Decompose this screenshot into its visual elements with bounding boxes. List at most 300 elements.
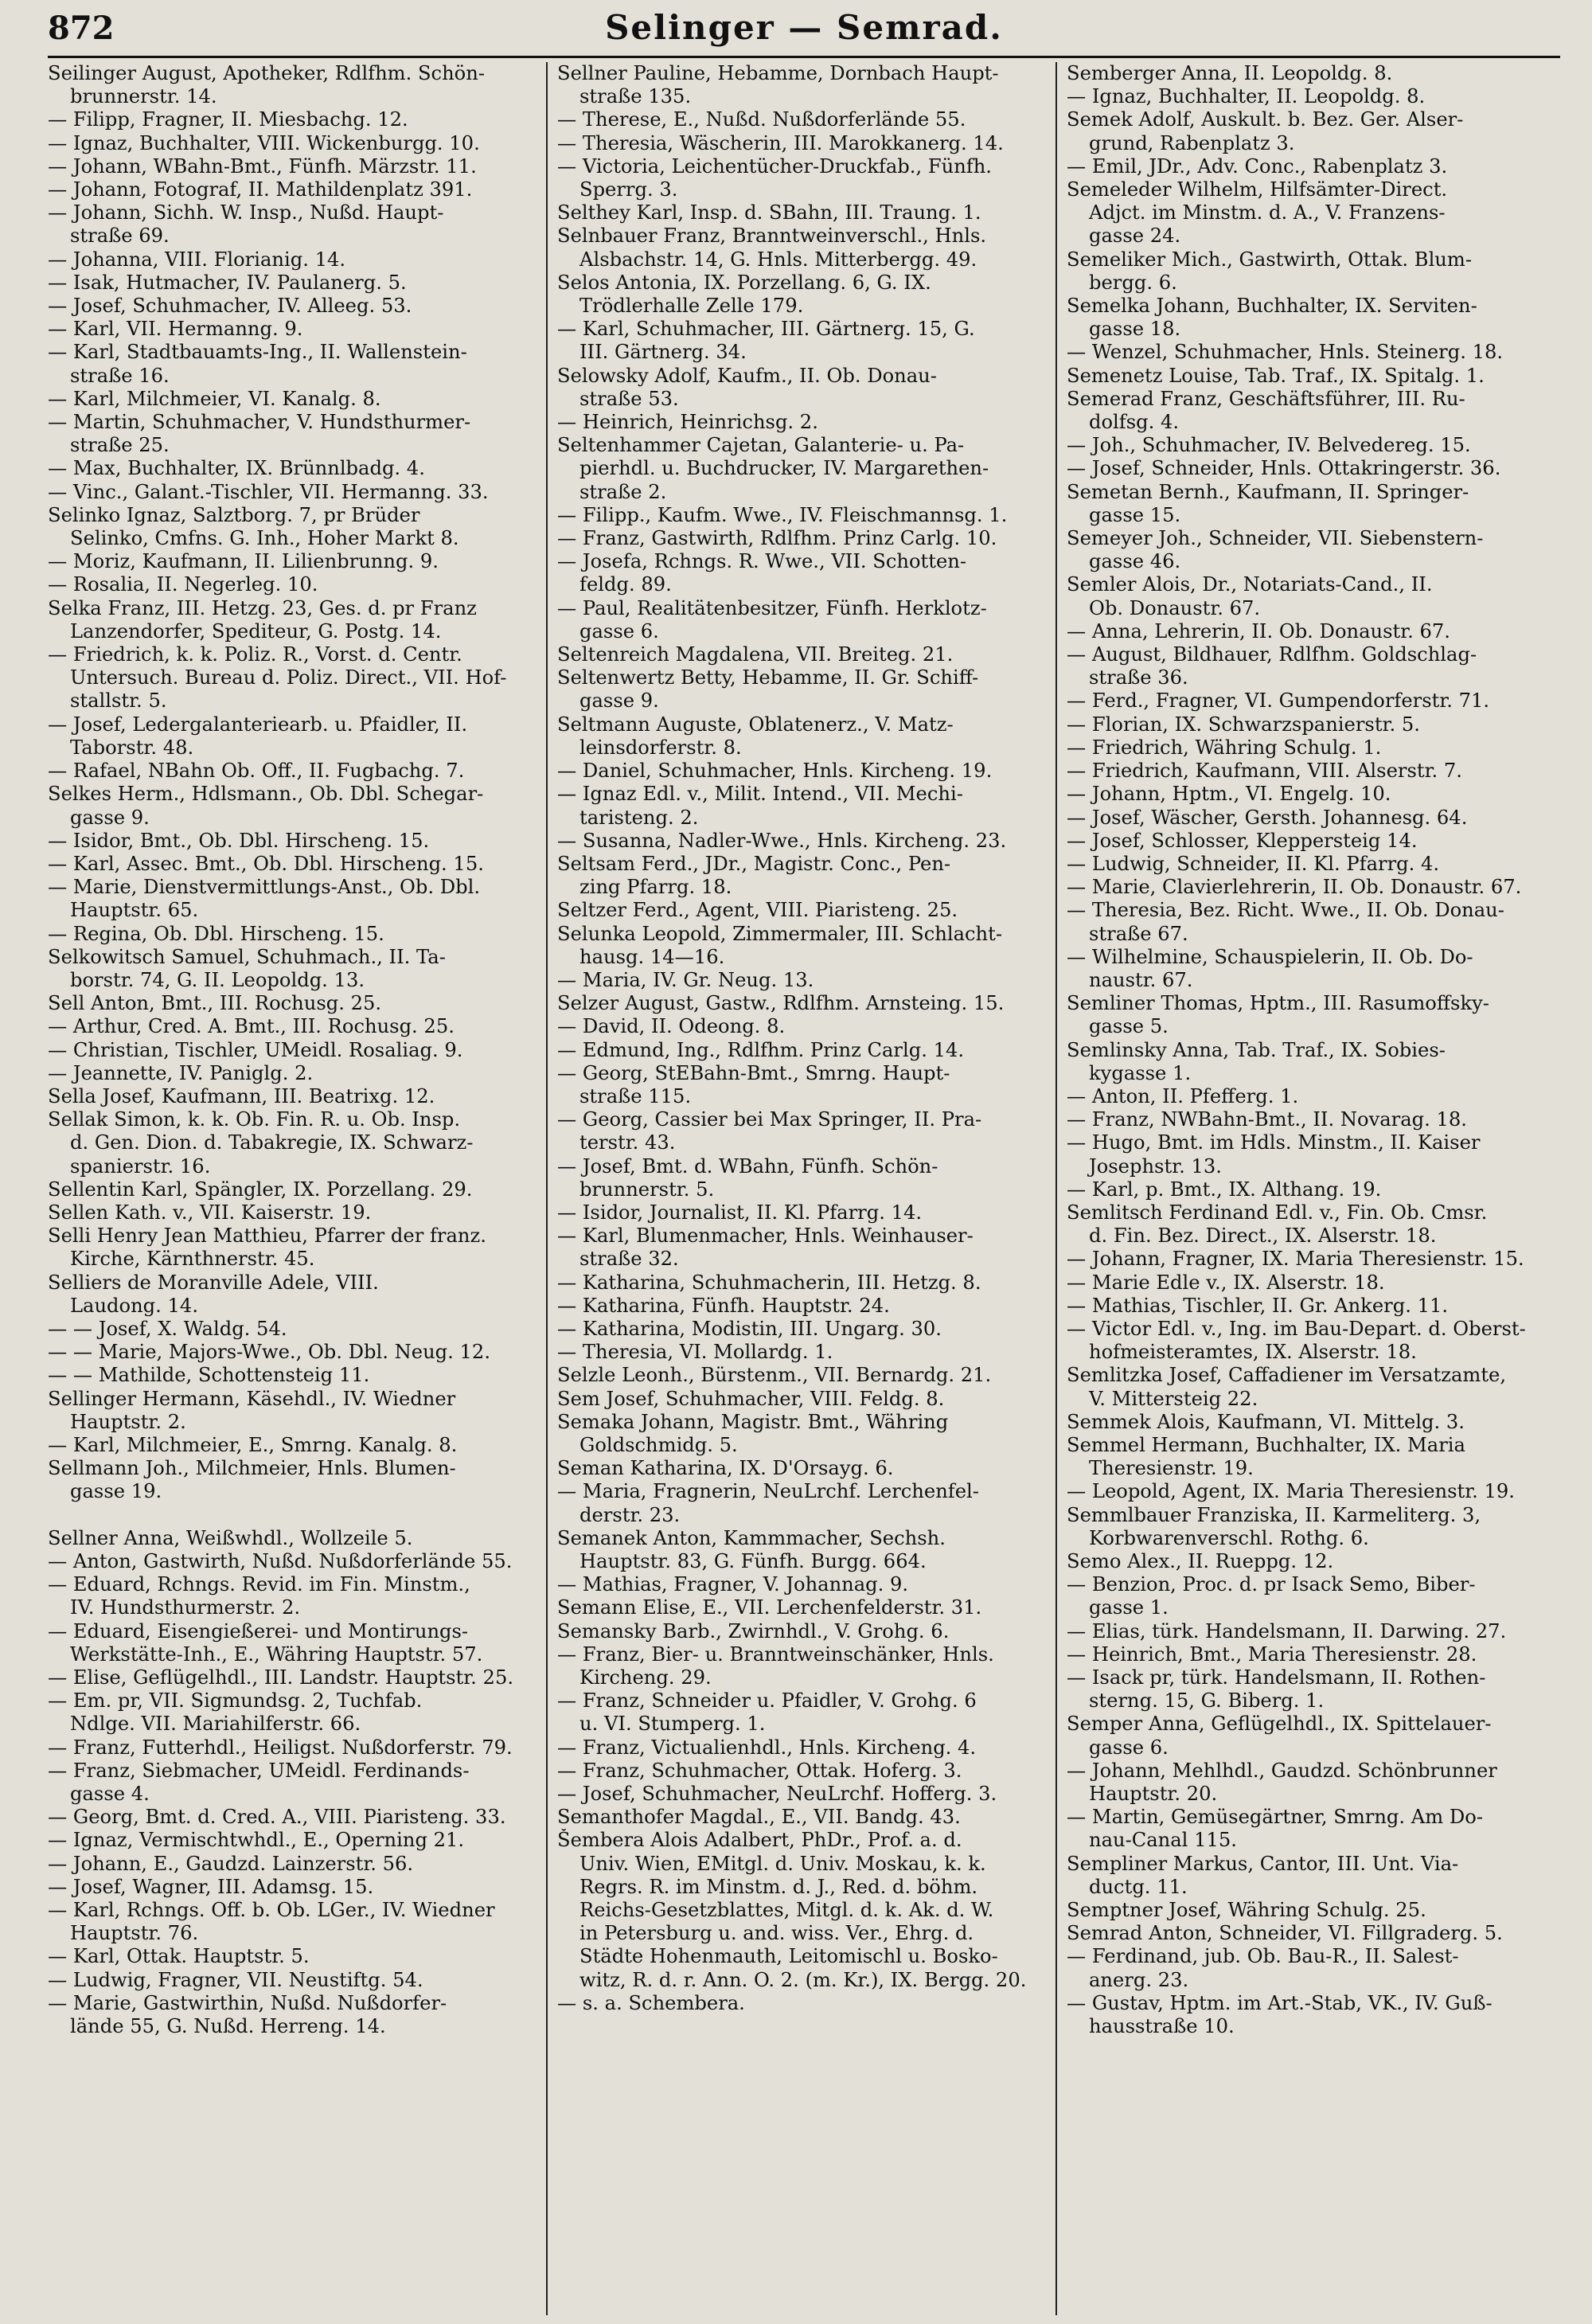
directory-line: — Ludwig, Fragner, VII. Neustiftg. 54.	[48, 1968, 423, 1991]
directory-line: — David, II. Odeong. 8.	[557, 1015, 786, 1038]
surname: Sellentin	[48, 1178, 135, 1201]
directory-line: Seltsam Ferd., JDr., Magistr. Conc., Pen-	[557, 852, 951, 875]
directory-line: — Johann, Sichh. W. Insp., Nußd. Haupt-	[48, 201, 444, 225]
directory-line: — Anton, II. Pfefferg. 1.	[1067, 1084, 1299, 1107]
surname: Selkes	[48, 783, 112, 806]
directory-line: — Josef, Schneider, Hnls. Ottakringerstr. 36.	[1067, 457, 1501, 480]
directory-line: Untersuch. Bureau d. Poliz. Direct., VII. Hof-	[70, 666, 507, 689]
surname: Semaka	[557, 1410, 635, 1433]
directory-line: Theresienstr. 19.	[1089, 1457, 1254, 1480]
directory-line: — Friedrich, Währing Schulg. 1.	[1067, 736, 1382, 759]
directory-line: — Karl, Assec. Bmt., Ob. Dbl. Hirscheng. 15.	[48, 852, 484, 875]
surname: Semrad	[1067, 1922, 1143, 1945]
directory-line: straße 32.	[579, 1248, 679, 1271]
directory-line: Selzer August, Gastw., Rdlfhm. Arnsteing. 15.	[557, 992, 1005, 1015]
directory-line: Selowsky Adolf, Kaufm., II. Ob. Donau-	[557, 364, 937, 387]
directory-line: Semptner Josef, Währing Schulg. 25.	[1067, 1899, 1426, 1922]
directory-line: — Friedrich, Kaufmann, VIII. Alserstr. 7.	[1067, 760, 1462, 783]
directory-line: kygasse 1.	[1089, 1061, 1192, 1084]
directory-line: — Isak, Hutmacher, IV. Paulanerg. 5.	[48, 271, 407, 294]
directory-line: Regrs. R. im Minstm. d. J., Red. d. böhm.	[579, 1875, 978, 1898]
directory-line: — Elias, türk. Handelsmann, II. Darwing. 27.	[1067, 1619, 1507, 1642]
directory-line: — Leopold, Agent, IX. Maria Theresienstr. 19.	[1067, 1480, 1515, 1503]
column-3	[1067, 62, 1556, 2315]
directory-line: — Josef, Schuhmacher, IV. Alleeg. 53.	[48, 295, 412, 318]
surname: Sem	[557, 1387, 600, 1410]
directory-line: — Therese, E., Nußd. Nußdorferlände 55.	[557, 108, 966, 131]
directory-line: Adjct. im Minstm. d. A., V. Franzens-	[1089, 201, 1446, 225]
directory-line: Semlitzka Josef, Caffadiener im Versatzamte,	[1067, 1364, 1507, 1387]
directory-line: — Maria, Fragnerin, NeuLrchf. Lerchenfel-	[557, 1480, 979, 1503]
directory-line: — Heinrich, Heinrichsg. 2.	[557, 411, 818, 434]
directory-line: d. Gen. Dion. d. Tabakregie, IX. Schwarz-	[70, 1131, 474, 1154]
directory-line: — Filipp., Kaufm. Wwe., IV. Fleischmannsg. 1.	[557, 503, 1008, 526]
surname: Selka	[48, 596, 102, 619]
directory-line: Seltmann Auguste, Oblatenerz., V. Matz-	[557, 713, 954, 736]
directory-line: Semlitsch Ferdinand Edl. v., Fin. Ob. Cmsr.	[1067, 1201, 1488, 1224]
directory-line: grund, Rabenplatz 3.	[1089, 131, 1295, 154]
directory-line: — Moriz, Kaufmann, II. Lilienbrunng. 9.	[48, 550, 439, 573]
directory-line: straße 69.	[70, 225, 170, 248]
directory-line: Semlinsky Anna, Tab. Traf., IX. Sobies-	[1067, 1038, 1446, 1061]
directory-line: Semper Anna, Geflügelhdl., IX. Spittelauer-	[1067, 1713, 1492, 1736]
directory-line: — Franz, Schuhmacher, Ottak. Hoferg. 3.	[557, 1759, 962, 1782]
directory-line: straße 135.	[579, 85, 692, 108]
directory-line: — Regina, Ob. Dbl. Hirscheng. 15.	[48, 922, 384, 945]
directory-line: Sperrg. 3.	[579, 178, 678, 201]
directory-line: sterng. 15, G. Biberg. 1.	[1089, 1689, 1325, 1713]
directory-line: Sell Anton, Bmt., III. Rochusg. 25.	[48, 992, 382, 1015]
directory-line: — Franz, Siebmacher, UMeidl. Ferdinands-	[48, 1759, 470, 1782]
column-divider	[546, 62, 548, 2315]
directory-line: Semeleder Wilhelm, Hilfsämter-Direct.	[1067, 178, 1448, 201]
directory-line: Lanzendorfer, Spediteur, G. Postg. 14.	[70, 619, 442, 643]
surname: Seltmann	[557, 713, 650, 736]
directory-line: — Gustav, Hptm. im Art.-Stab, VK., IV. Guß-	[1067, 1991, 1492, 2014]
directory-line: — Daniel, Schuhmacher, Hnls. Kircheng. 19.	[557, 760, 993, 783]
directory-line: feldg. 89.	[579, 573, 672, 596]
directory-line: Sempliner Markus, Cantor, III. Unt. Via-	[1067, 1852, 1459, 1875]
directory-line: — Karl, Stadtbauamts-Ing., II. Wallenstein-	[48, 341, 467, 364]
directory-line: Kirche, Kärnthnerstr. 45.	[70, 1248, 315, 1271]
directory-line: taristeng. 2.	[579, 806, 699, 829]
directory-line: — Karl, VII. Hermanng. 9.	[48, 318, 303, 341]
directory-line: Selinko, Cmfns. G. Inh., Hoher Markt 8.	[70, 527, 459, 550]
directory-line: Sellmann Joh., Milchmeier, Hnls. Blumen-	[48, 1457, 456, 1480]
surname: Semerad	[1067, 387, 1154, 410]
surname: Sellinger	[48, 1387, 137, 1410]
directory-line: Sella Josef, Kaufmann, III. Beatrixg. 12.	[48, 1084, 435, 1107]
directory-line: — Christian, Tischler, UMeidl. Rosaliag. 9.	[48, 1038, 463, 1061]
directory-line: Semelka Johann, Buchhalter, IX. Serviten-	[1067, 295, 1477, 318]
directory-line: — Emil, JDr., Adv. Conc., Rabenplatz 3.	[1067, 154, 1448, 178]
directory-line: Sellak Simon, k. k. Ob. Fin. R. u. Ob. Insp.	[48, 1108, 461, 1131]
directory-line: — Karl, Milchmeier, VI. Kanalg. 8.	[48, 387, 381, 410]
surname: Semelka	[1067, 295, 1150, 318]
directory-line: — Ferdinand, jub. Ob. Bau-R., II. Salest-	[1067, 1945, 1459, 1968]
directory-line: — Ludwig, Schneider, II. Kl. Pfarrg. 4.	[1067, 852, 1440, 875]
surname: Sellen	[48, 1201, 109, 1224]
surname: Semo	[1067, 1550, 1122, 1572]
directory-line: Seltzer Ferd., Agent, VIII. Piaristeng. 25.	[557, 899, 958, 922]
directory-line: Josephstr. 13.	[1089, 1154, 1222, 1178]
directory-line: derstr. 23.	[579, 1503, 681, 1526]
directory-line: straße 53.	[579, 387, 679, 410]
surname: Selthey	[557, 201, 630, 225]
directory-line: gasse 19.	[70, 1480, 162, 1503]
directory-line: — Marie Edle v., IX. Alserstr. 18.	[1067, 1271, 1385, 1294]
directory-line: — Katharina, Modistin, III. Ungarg. 30.	[557, 1317, 942, 1340]
surname: Sellner	[48, 1526, 118, 1549]
directory-line: Reichs-Gesetzblattes, Mitgl. d. k. Ak. d. W.	[579, 1899, 994, 1922]
directory-line: Werkstätte-Inh., E., Währing Hauptstr. 57.	[70, 1642, 483, 1666]
directory-line	[48, 1504, 537, 1527]
directory-line: — Rosalia, II. Negerleg. 10.	[48, 573, 318, 596]
directory-line: Hauptstr. 65.	[70, 899, 199, 922]
directory-line: Selos Antonia, IX. Porzellang. 6, G. IX.	[557, 271, 931, 294]
directory-line: Semanek Anton, Kammmacher, Sechsh.	[557, 1526, 946, 1549]
directory-line: — Ferd., Fragner, VI. Gumpendorferstr. 71.	[1067, 689, 1490, 713]
surname: Sellner	[557, 62, 627, 84]
surname: Semenetz	[1067, 364, 1163, 387]
directory-line: — — Mathilde, Schottensteig 11.	[48, 1364, 370, 1387]
directory-line: — Johanna, VIII. Florianig. 14.	[48, 248, 346, 271]
surname: Seman	[557, 1457, 624, 1480]
directory-line: — Johann, WBahn-Bmt., Fünfh. Märzstr. 11.	[48, 154, 477, 178]
surname: Semansky	[557, 1619, 657, 1642]
directory-line: Semler Alois, Dr., Notariats-Cand., II.	[1067, 573, 1433, 596]
directory-line: witz, R. d. r. Ann. O. 2. (m. Kr.), IX. Bergg. 20.	[579, 1968, 1027, 1991]
directory-line: IV. Hundsthurmerstr. 2.	[70, 1596, 301, 1619]
directory-line: Selnbauer Franz, Branntweinverschl., Hnls.	[557, 225, 987, 248]
surname: Seltenhammer	[557, 434, 700, 457]
directory-line: nau-Canal 115.	[1089, 1829, 1237, 1852]
directory-line: d. Fin. Bez. Direct., IX. Alserstr. 18.	[1089, 1224, 1437, 1248]
directory-line: — Karl, p. Bmt., IX. Althang. 19.	[1067, 1178, 1382, 1201]
directory-line: — Josefa, Rchngs. R. Wwe., VII. Schotten-	[557, 550, 967, 573]
directory-line: III. Gärtnerg. 34.	[579, 341, 747, 364]
directory-line: Sem Josef, Schuhmacher, VIII. Feldg. 8.	[557, 1387, 945, 1410]
directory-line: Selzle Leonh., Bürstenm., VII. Bernardg. 21.	[557, 1364, 992, 1387]
directory-line: Städte Hohenmauth, Leitomischl u. Bosko-	[579, 1945, 998, 1968]
directory-line: — Rafael, NBahn Ob. Off., II. Fugbachg. 7.	[48, 760, 465, 783]
directory-line: Semaka Johann, Magistr. Bmt., Währing	[557, 1410, 949, 1433]
directory-line: — Johann, E., Gaudzd. Lainzerstr. 56.	[48, 1852, 414, 1875]
directory-line: Laudong. 14.	[70, 1294, 199, 1317]
surname: Semanek	[557, 1526, 647, 1549]
directory-line: — Katharina, Schuhmacherin, III. Hetzg. 8.	[557, 1271, 981, 1294]
surname: Semann	[557, 1596, 637, 1619]
directory-line: Semeyer Joh., Schneider, VII. Siebenstern-	[1067, 527, 1484, 550]
directory-line: Alsbachstr. 14, G. Hnls. Mitterbergg. 49.	[579, 248, 977, 271]
directory-line: — s. a. Schembera.	[557, 1991, 745, 2014]
directory-line: — — Josef, X. Waldg. 54.	[48, 1317, 287, 1340]
directory-line: — Johann, Mehlhdl., Gaudzd. Schönbrunner	[1067, 1759, 1497, 1782]
surname: Seltsam	[557, 852, 636, 875]
directory-line: straße 16.	[70, 364, 170, 387]
directory-line: naustr. 67.	[1089, 968, 1193, 991]
directory-line: — Franz, NWBahn-Bmt., II. Novarag. 18.	[1067, 1108, 1467, 1131]
directory-line: Semrad Anton, Schneider, VI. Fillgraderg. 5.	[1067, 1922, 1503, 1945]
directory-line: — Edmund, Ing., Rdlfhm. Prinz Carlg. 14.	[557, 1038, 965, 1061]
directory-line: Šembera Alois Adalbert, PhDr., Prof. a. d.	[557, 1829, 962, 1852]
directory-line: ductg. 11.	[1089, 1875, 1188, 1898]
surname: Semeleder	[1067, 178, 1172, 201]
surname: Semliner	[1067, 992, 1155, 1015]
surname: Semanthofer	[557, 1806, 684, 1829]
page-header	[48, 6, 1560, 54]
directory-line: — Hugo, Bmt. im Hdls. Minstm., II. Kaiser	[1067, 1131, 1481, 1154]
directory-line: bergg. 6.	[1089, 271, 1177, 294]
directory-line: — Ignaz, Buchhalter, VIII. Wickenburgg. 10.	[48, 131, 480, 154]
directory-line: hausg. 14—16.	[579, 945, 725, 968]
directory-line: Selthey Karl, Insp. d. SBahn, III. Traung. 1.	[557, 201, 981, 225]
directory-line: — Paul, Realitätenbesitzer, Fünfh. Herklotz-	[557, 596, 987, 619]
surname: Šembera	[557, 1829, 645, 1852]
directory-line: anerg. 23.	[1089, 1968, 1189, 1991]
directory-line: gasse 4.	[70, 1783, 150, 1806]
directory-line: brunnerstr. 14.	[70, 85, 217, 108]
directory-line: — Karl, Ottak. Hauptstr. 5.	[48, 1945, 310, 1968]
directory-line: — Arthur, Cred. A. Bmt., III. Rochusg. 25.	[48, 1015, 455, 1038]
directory-line: Selkowitsch Samuel, Schuhmach., II. Ta-	[48, 945, 446, 968]
directory-line: — Franz, Gastwirth, Rdlfhm. Prinz Carlg. 10.	[557, 527, 997, 550]
directory-line: — Josef, Wagner, III. Adamsg. 15.	[48, 1875, 374, 1898]
directory-line: Hauptstr. 76.	[70, 1922, 199, 1945]
directory-line: — Wenzel, Schuhmacher, Hnls. Steinerg. 18.	[1067, 341, 1504, 364]
directory-line: Semberger Anna, II. Leopoldg. 8.	[1067, 62, 1393, 84]
column-divider	[1055, 62, 1057, 2315]
directory-line: Semann Elise, E., VII. Lerchenfelderstr. 31.	[557, 1596, 982, 1619]
directory-line: — Friedrich, k. k. Poliz. R., Vorst. d. Centr.	[48, 643, 462, 666]
directory-line: — Isack pr, türk. Handelsmann, II. Rothen-	[1067, 1666, 1486, 1689]
surname: Semlitzka	[1067, 1364, 1163, 1387]
surname: Semptner	[1067, 1899, 1163, 1922]
directory-line: Sellner Anna, Weißwhdl., Wollzeile 5.	[48, 1526, 413, 1549]
surname: Selunka	[557, 922, 636, 945]
surname: Semek	[1067, 108, 1133, 131]
directory-line: in Petersburg u. and. wiss. Ver., Ehrg. d.	[579, 1922, 974, 1945]
directory-line: — Elise, Geflügelhdl., III. Landstr. Hauptstr. 25.	[48, 1666, 514, 1689]
directory-line: gasse 9.	[70, 806, 150, 829]
surname: Selos	[557, 271, 610, 294]
directory-line: lände 55, G. Nußd. Herreng. 14.	[70, 2015, 386, 2038]
directory-line: Selunka Leopold, Zimmermaler, III. Schlacht-	[557, 922, 1003, 945]
surname: Seltzer	[557, 899, 626, 922]
surname: Selzle	[557, 1364, 616, 1387]
directory-line: — Anna, Lehrerin, II. Ob. Donaustr. 67.	[1067, 619, 1450, 643]
directory-line: — Florian, IX. Schwarzspanierstr. 5.	[1067, 713, 1420, 736]
directory-line: — Karl, Blumenmacher, Hnls. Weinhauser-	[557, 1224, 974, 1248]
directory-line: Ndlge. VII. Mariahilferstr. 66.	[70, 1713, 361, 1736]
directory-line: dolfsg. 4.	[1089, 411, 1180, 434]
directory-line: straße 25.	[70, 434, 170, 457]
running-head: Selinger — Semrad.	[605, 8, 1003, 47]
directory-line: Semetan Bernh., Kaufmann, II. Springer-	[1067, 480, 1469, 503]
directory-line: — Theresia, Bez. Richt. Wwe., II. Ob. Donau-	[1067, 899, 1504, 922]
directory-line: gasse 5.	[1089, 1015, 1169, 1038]
directory-line: Semo Alex., II. Rueppg. 12.	[1067, 1550, 1334, 1572]
directory-line: — Victor Edl. v., Ing. im Bau-Depart. d. Oberst-	[1067, 1317, 1526, 1340]
directory-line: — Maria, IV. Gr. Neug. 13.	[557, 968, 814, 991]
surname: Seilinger	[48, 62, 137, 84]
directory-line: spanierstr. 16.	[70, 1154, 211, 1178]
surname: Sempliner	[1067, 1852, 1168, 1875]
surname: Sellmann	[48, 1457, 139, 1480]
directory-line: Seilinger August, Apotheker, Rdlfhm. Schön-	[48, 62, 485, 84]
directory-line: — Ignaz, Buchhalter, II. Leopoldg. 8.	[1067, 85, 1426, 108]
directory-line: — — Marie, Majors-Wwe., Ob. Dbl. Neug. 12.	[48, 1341, 491, 1364]
directory-line: — Mathias, Tischler, II. Gr. Ankerg. 11.	[1067, 1294, 1449, 1317]
directory-line: — Marie, Dienstvermittlungs-Anst., Ob. Dbl.	[48, 876, 481, 899]
surname: Sella	[48, 1084, 96, 1107]
directory-line: — Franz, Schneider u. Pfaidler, V. Grohg. 6	[557, 1689, 977, 1713]
surname: Semeliker	[1067, 248, 1166, 271]
directory-line: Trödlerhalle Zelle 179.	[579, 295, 804, 318]
directory-line: — Eduard, Rchngs. Revid. im Fin. Minstm.,	[48, 1573, 470, 1596]
directory-line: Sellen Kath. v., VII. Kaiserstr. 19.	[48, 1201, 372, 1224]
surname: Semetan	[1067, 480, 1153, 503]
directory-line: — Josef, Schuhmacher, NeuLrchf. Hofferg. 3.	[557, 1783, 997, 1806]
surname: Selkowitsch	[48, 945, 166, 968]
directory-line: — Anton, Gastwirth, Nußd. Nußdorferlände 55.	[48, 1550, 513, 1572]
directory-line: Semmek Alois, Kaufmann, VI. Mittelg. 3.	[1067, 1410, 1465, 1433]
directory-line: — Martin, Gemüsegärtner, Smrng. Am Do-	[1067, 1806, 1483, 1829]
directory-line: gasse 18.	[1089, 318, 1181, 341]
directory-line: — Em. pr, VII. Sigmundsg. 2, Tuchfab.	[48, 1689, 423, 1713]
directory-line: — Georg, Bmt. d. Cred. A., VIII. Piaristeng. 33.	[48, 1806, 506, 1829]
directory-line: — Johann, Hptm., VI. Engelg. 10.	[1067, 783, 1391, 806]
surname: Semper	[1067, 1713, 1143, 1736]
directory-line: — Martin, Schuhmacher, V. Hundsthurmer-	[48, 411, 471, 434]
directory-line: Goldschmidg. 5.	[579, 1433, 738, 1456]
directory-line: — Georg, StEBahn-Bmt., Smrng. Haupt-	[557, 1061, 950, 1084]
directory-line: — Georg, Cassier bei Max Springer, II. Pra-	[557, 1108, 982, 1131]
directory-line: gasse 9.	[579, 689, 659, 713]
directory-line: — Johann, Fotograf, II. Mathildenplatz 391.	[48, 178, 473, 201]
directory-line: — Karl, Milchmeier, E., Smrng. Kanalg. 8.	[48, 1433, 458, 1456]
directory-line: gasse 46.	[1089, 550, 1181, 573]
directory-line: Semmlbauer Franziska, II. Karmeliterg. 3,	[1067, 1503, 1481, 1526]
surname: Selowsky	[557, 364, 649, 387]
directory-line: Semanthofer Magdal., E., VII. Bandg. 43.	[557, 1806, 961, 1829]
directory-line: gasse 24.	[1089, 225, 1181, 248]
directory-line: Semeliker Mich., Gastwirth, Ottak. Blum-	[1067, 248, 1472, 271]
directory-line: Seltenreich Magdalena, VII. Breiteg. 21.	[557, 643, 954, 666]
directory-line: Univ. Wien, EMitgl. d. Univ. Moskau, k. k.	[579, 1852, 986, 1875]
directory-line: Selinko Ignaz, Salztborg. 7, pr Brüder	[48, 503, 420, 526]
surname: Semlinsky	[1067, 1038, 1167, 1061]
page-number: 872	[48, 10, 115, 47]
directory-line: straße 36.	[1089, 666, 1188, 689]
surname: Seltenreich	[557, 643, 669, 666]
surname: Sell	[48, 992, 85, 1015]
directory-line: gasse 1.	[1089, 1596, 1169, 1619]
surname: Selinko	[48, 503, 121, 526]
directory-line: — Eduard, Eisengießerei- und Montirungs-	[48, 1619, 469, 1642]
surname: Semmek	[1067, 1410, 1151, 1433]
surname: Semeyer	[1067, 527, 1153, 550]
directory-line: Semmel Hermann, Buchhalter, IX. Maria	[1067, 1433, 1465, 1456]
directory-line: — Josef, Bmt. d. WBahn, Fünfh. Schön-	[557, 1154, 938, 1178]
directory-line: Semenetz Louise, Tab. Traf., IX. Spitalg. 1.	[1067, 364, 1485, 387]
directory-line: hofmeisteramtes, IX. Alserstr. 18.	[1089, 1341, 1417, 1364]
directory-line: — Josef, Ledergalanteriearb. u. Pfaidler, II.	[48, 713, 468, 736]
directory-line: Seltenhammer Cajetan, Galanterie- u. Pa-	[557, 434, 965, 457]
directory-line: straße 67.	[1089, 922, 1188, 945]
directory-line: gasse 15.	[1089, 503, 1181, 526]
directory-line: — Heinrich, Bmt., Maria Theresienstr. 28.	[1067, 1642, 1477, 1666]
surname: Semberger	[1067, 62, 1176, 84]
directory-line: Semerad Franz, Geschäftsführer, III. Ru-	[1067, 387, 1465, 410]
directory-line: Selli Henry Jean Matthieu, Pfarrer der franz.	[48, 1224, 486, 1248]
directory-line: Semansky Barb., Zwirnhdl., V. Grohg. 6.	[557, 1619, 950, 1642]
directory-line: — Susanna, Nadler-Wwe., Hnls. Kircheng. 23.	[557, 829, 1007, 852]
directory-line: — August, Bildhauer, Rdlfhm. Goldschlag-	[1067, 643, 1477, 666]
surname: Semlitsch	[1067, 1201, 1163, 1224]
directory-line: — Wilhelmine, Schauspielerin, II. Ob. Do-	[1067, 945, 1473, 968]
directory-line: hausstraße 10.	[1089, 2015, 1235, 2038]
directory-line: — Karl, Rchngs. Off. b. Ob. LGer., IV. Wiedner	[48, 1899, 495, 1922]
surname: Semmlbauer	[1067, 1503, 1191, 1526]
column-1	[48, 62, 537, 2315]
surname: Semler	[1067, 573, 1137, 596]
surname: Sellak	[48, 1108, 108, 1131]
directory-line: — Vinc., Galant.-Tischler, VII. Hermanng. 33.	[48, 480, 489, 503]
directory-line: Selliers de Moranville Adele, VIII.	[48, 1271, 379, 1294]
directory-line: — Joh., Schuhmacher, IV. Belvedereg. 15.	[1067, 434, 1471, 457]
directory-line: — Franz, Futterhdl., Heiligst. Nußdorferstr. 79.	[48, 1736, 513, 1759]
directory-line: — Franz, Bier- u. Branntweinschänker, Hnls.	[557, 1642, 994, 1666]
directory-line: — Ignaz Edl. v., Milit. Intend., VII. Mechi-	[557, 783, 963, 806]
directory-line: gasse 6.	[1089, 1736, 1169, 1759]
directory-line: straße 2.	[579, 480, 667, 503]
surname: Selli	[48, 1224, 92, 1248]
directory-line: V. Mittersteig 22.	[1089, 1387, 1258, 1410]
directory-line: Selkes Herm., Hdlsmann., Ob. Dbl. Schegar-	[48, 783, 484, 806]
directory-line: — Karl, Schuhmacher, III. Gärtnerg. 15, G.	[557, 318, 975, 341]
directory-line: Hauptstr. 2.	[70, 1410, 186, 1433]
directory-line: leinsdorferstr. 8.	[579, 736, 742, 759]
directory-line: — Jeannette, IV. Paniglg. 2.	[48, 1061, 314, 1084]
directory-line: Semliner Thomas, Hptm., III. Rasumoffsky-	[1067, 992, 1489, 1015]
directory-line: Semek Adolf, Auskult. b. Bez. Ger. Alser-	[1067, 108, 1464, 131]
directory-line: Taborstr. 48.	[70, 736, 194, 759]
directory-line: Hauptstr. 83, G. Fünfh. Burgg. 664.	[579, 1550, 927, 1572]
directory-line: straße 115.	[579, 1084, 692, 1107]
directory-line: pierhdl. u. Buchdrucker, IV. Margarethen-	[579, 457, 989, 480]
directory-line: Korbwarenverschl. Rothg. 6.	[1089, 1526, 1369, 1549]
directory-line: — Mathias, Fragner, V. Johannag. 9.	[557, 1573, 909, 1596]
header-rule	[48, 56, 1560, 58]
directory-line: stallstr. 5.	[70, 689, 167, 713]
directory-line: — Filipp, Fragner, II. Miesbachg. 12.	[48, 108, 408, 131]
directory-line: — Johann, Fragner, IX. Maria Theresienstr. 15.	[1067, 1248, 1524, 1271]
directory-line: brunnerstr. 5.	[579, 1178, 715, 1201]
directory-line: borstr. 74, G. II. Leopoldg. 13.	[70, 968, 365, 991]
directory-line: — Theresia, VI. Mollardg. 1.	[557, 1341, 833, 1364]
directory-line: u. VI. Stumperg. 1.	[579, 1713, 766, 1736]
surname: Semmel	[1067, 1433, 1145, 1456]
directory-line: zing Pfarrg. 18.	[579, 876, 732, 899]
column-2	[557, 62, 1047, 2315]
directory-line: Hauptstr. 20.	[1089, 1783, 1218, 1806]
surname: Selzer	[557, 992, 619, 1015]
directory-line: Sellentin Karl, Spängler, IX. Porzellang. 29.	[48, 1178, 473, 1201]
surname: Seltenwertz	[557, 666, 675, 689]
directory-line: — Josef, Schlosser, Kleppersteig 14.	[1067, 829, 1418, 852]
directory-line: — Josef, Wäscher, Gersth. Johannesg. 64.	[1067, 806, 1468, 829]
